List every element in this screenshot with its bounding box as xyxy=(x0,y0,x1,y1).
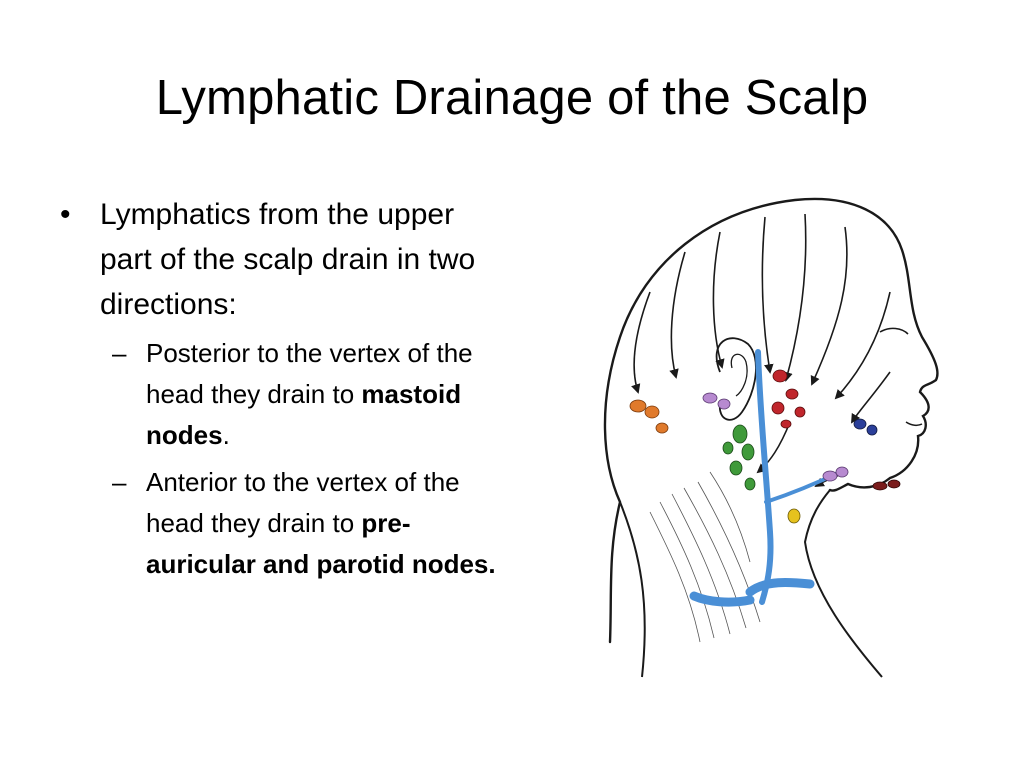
internal-jugular-vein xyxy=(758,352,771,602)
mastoid-nodes xyxy=(630,400,668,433)
neck-muscle-hatching xyxy=(650,472,760,642)
dash-marker: – xyxy=(112,338,127,368)
bullet-main xyxy=(60,192,510,327)
bullet-posterior-text: Posterior to the vertex of the head they drain to xyxy=(146,338,473,409)
bullet-posterior xyxy=(60,333,510,456)
bullet-posterior-tail: . xyxy=(222,420,230,450)
neck-back-outline xyxy=(620,502,645,677)
dash-marker: – xyxy=(112,467,127,497)
bullet-anterior xyxy=(60,462,510,585)
bullet-marker: • xyxy=(60,198,71,231)
eye-outline xyxy=(880,328,908,334)
slide-title: Lymphatic Drainage of the Scalp xyxy=(155,71,869,125)
mastoid-nodes-term: mastoid nodes xyxy=(146,379,462,450)
mouth-outline xyxy=(906,422,922,425)
jugulo-omohyoid-node xyxy=(788,509,800,523)
submandibular-nodes xyxy=(854,419,877,435)
preauricular-parotid-nodes-term: pre-auricular and parotid nodes. xyxy=(146,508,496,579)
bullet-anterior-text: Anterior to the vertex of the head they drain to xyxy=(146,467,460,538)
ear-inner xyxy=(731,354,747,396)
jaw-outline xyxy=(805,490,882,677)
subclavian-vein xyxy=(694,582,810,602)
head-lymphatics-illustration xyxy=(590,172,990,692)
deep-cervical-nodes xyxy=(723,425,755,490)
slide-body xyxy=(60,192,510,591)
parotid-nodes xyxy=(772,370,805,428)
bullet-main-text: Lymphatics from the upper part of the scalp drain in two directions: xyxy=(100,198,476,321)
